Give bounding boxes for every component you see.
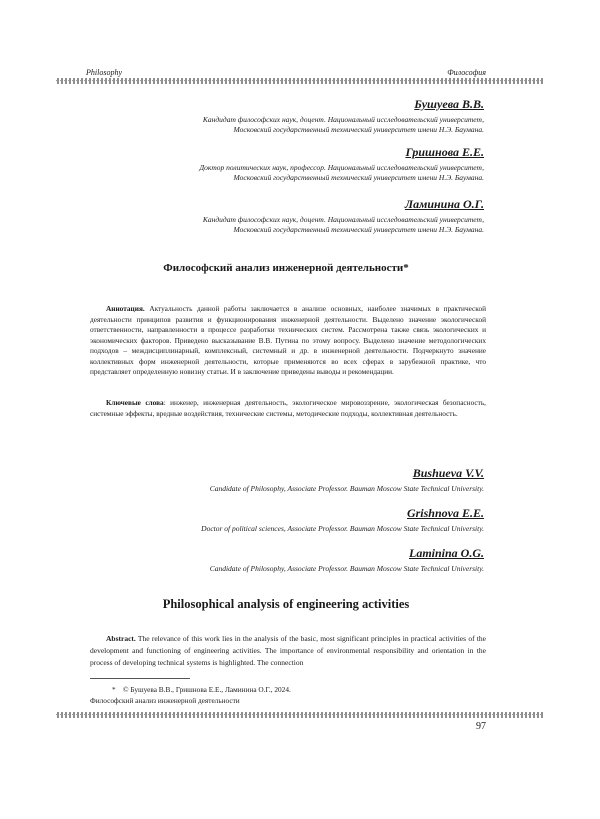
running-head	[86, 68, 486, 77]
author-affiliation: Доктор политических наук, профессор. Национальный исследовательский университет, Московский государственный технический университет имени Н.Э. Баумана.	[86, 163, 484, 183]
abstract-label: Abstract.	[106, 634, 136, 643]
keywords-ru	[90, 398, 486, 419]
author-block-ru-1	[86, 97, 484, 135]
footnote	[112, 684, 412, 706]
author-block-en-1	[86, 466, 484, 494]
keywords-label: Ключевые слова	[106, 398, 164, 407]
bottom-ornamental-rule	[56, 712, 544, 718]
running-head-right: Философия	[447, 68, 486, 77]
footnote-rule	[90, 678, 190, 679]
article-title-ru: Философский анализ инженерной деятельности*	[86, 262, 486, 274]
keywords-text: : инженер, инженерная деятельность, экологическое мировоззрение, экологическая безопасность, системные эффекты, вредные воздействия, технические системы, методические подходы, коллективная деятельность.	[90, 398, 486, 418]
abstract-label: Аннотация.	[106, 304, 145, 313]
author-block-en-2	[86, 506, 484, 534]
author-block-ru-3	[86, 197, 484, 235]
author-name: Ламинина О.Г.	[86, 197, 484, 211]
journal-page	[0, 0, 600, 819]
author-name: Laminina O.G.	[86, 546, 484, 560]
article-title-en: Philosophical analysis of engineering activities	[86, 597, 486, 612]
page-number: 97	[440, 721, 486, 732]
top-ornamental-rule	[56, 78, 544, 84]
author-affiliation: Doctor of political sciences, Associate Professor. Bauman Moscow State Technical University.	[86, 524, 484, 534]
author-name: Бушуева В.В.	[86, 97, 484, 111]
abstract-text: Актуальность данной работы заключается в анализе основных, наиболее значимых в практической деятельности принципов развития и функционирования инженерной деятельности. Выделено значение экологической ответственности, направленности в процессе разработки технических систем. Рассмотрена также связь экологических и экономических факторов. Приведено высказывание В.В. Путина по этому вопросу. Выделено значение методологических подходов – междисциплинарный, комплексный, системный и др. в инженерной деятельности. Подчеркнуто значение коллективных форм инженерной деятельности, которые применяются во всех сферах в зарубежной практике, что представляет определенную новизну статьи. И в заключение приведены выводы и рекомендации.	[90, 304, 486, 376]
author-block-en-3	[86, 546, 484, 574]
abstract-en	[90, 633, 486, 669]
author-name: Bushueva V.V.	[86, 466, 484, 480]
footnote-title: Философский анализ инженерной деятельности	[90, 696, 240, 705]
footnote-marker: *	[112, 685, 116, 694]
author-affiliation: Candidate of Philosophy, Associate Professor. Bauman Moscow State Technical University.	[86, 484, 484, 494]
author-name: Гришнова Е.Е.	[86, 145, 484, 159]
author-affiliation: Кандидат философских наук, доцент. Национальный исследовательский университет, Московский государственный технический университет имени Н.Э. Баумана.	[86, 215, 484, 235]
abstract-ru	[90, 304, 486, 378]
abstract-text: The relevance of this work lies in the analysis of the basic, most significant principles in practical activities of the development and functioning of engineering activities. The importance of environmental responsibility and orientation in the process of developing technical systems is highlighted. The connection	[90, 634, 486, 667]
author-name: Grishnova E.E.	[86, 506, 484, 520]
author-affiliation: Candidate of Philosophy, Associate Professor. Bauman Moscow State Technical University.	[86, 564, 484, 574]
author-affiliation: Кандидат философских наук, доцент. Национальный исследовательский университет, Московский государственный технический университет имени Н.Э. Баумана.	[86, 115, 484, 135]
running-head-left: Philosophy	[86, 68, 122, 77]
footnote-copyright: © Бушуева В.В., Гришнова Е.Е., Ламинина О.Г., 2024.	[123, 685, 291, 694]
author-block-ru-2	[86, 145, 484, 183]
